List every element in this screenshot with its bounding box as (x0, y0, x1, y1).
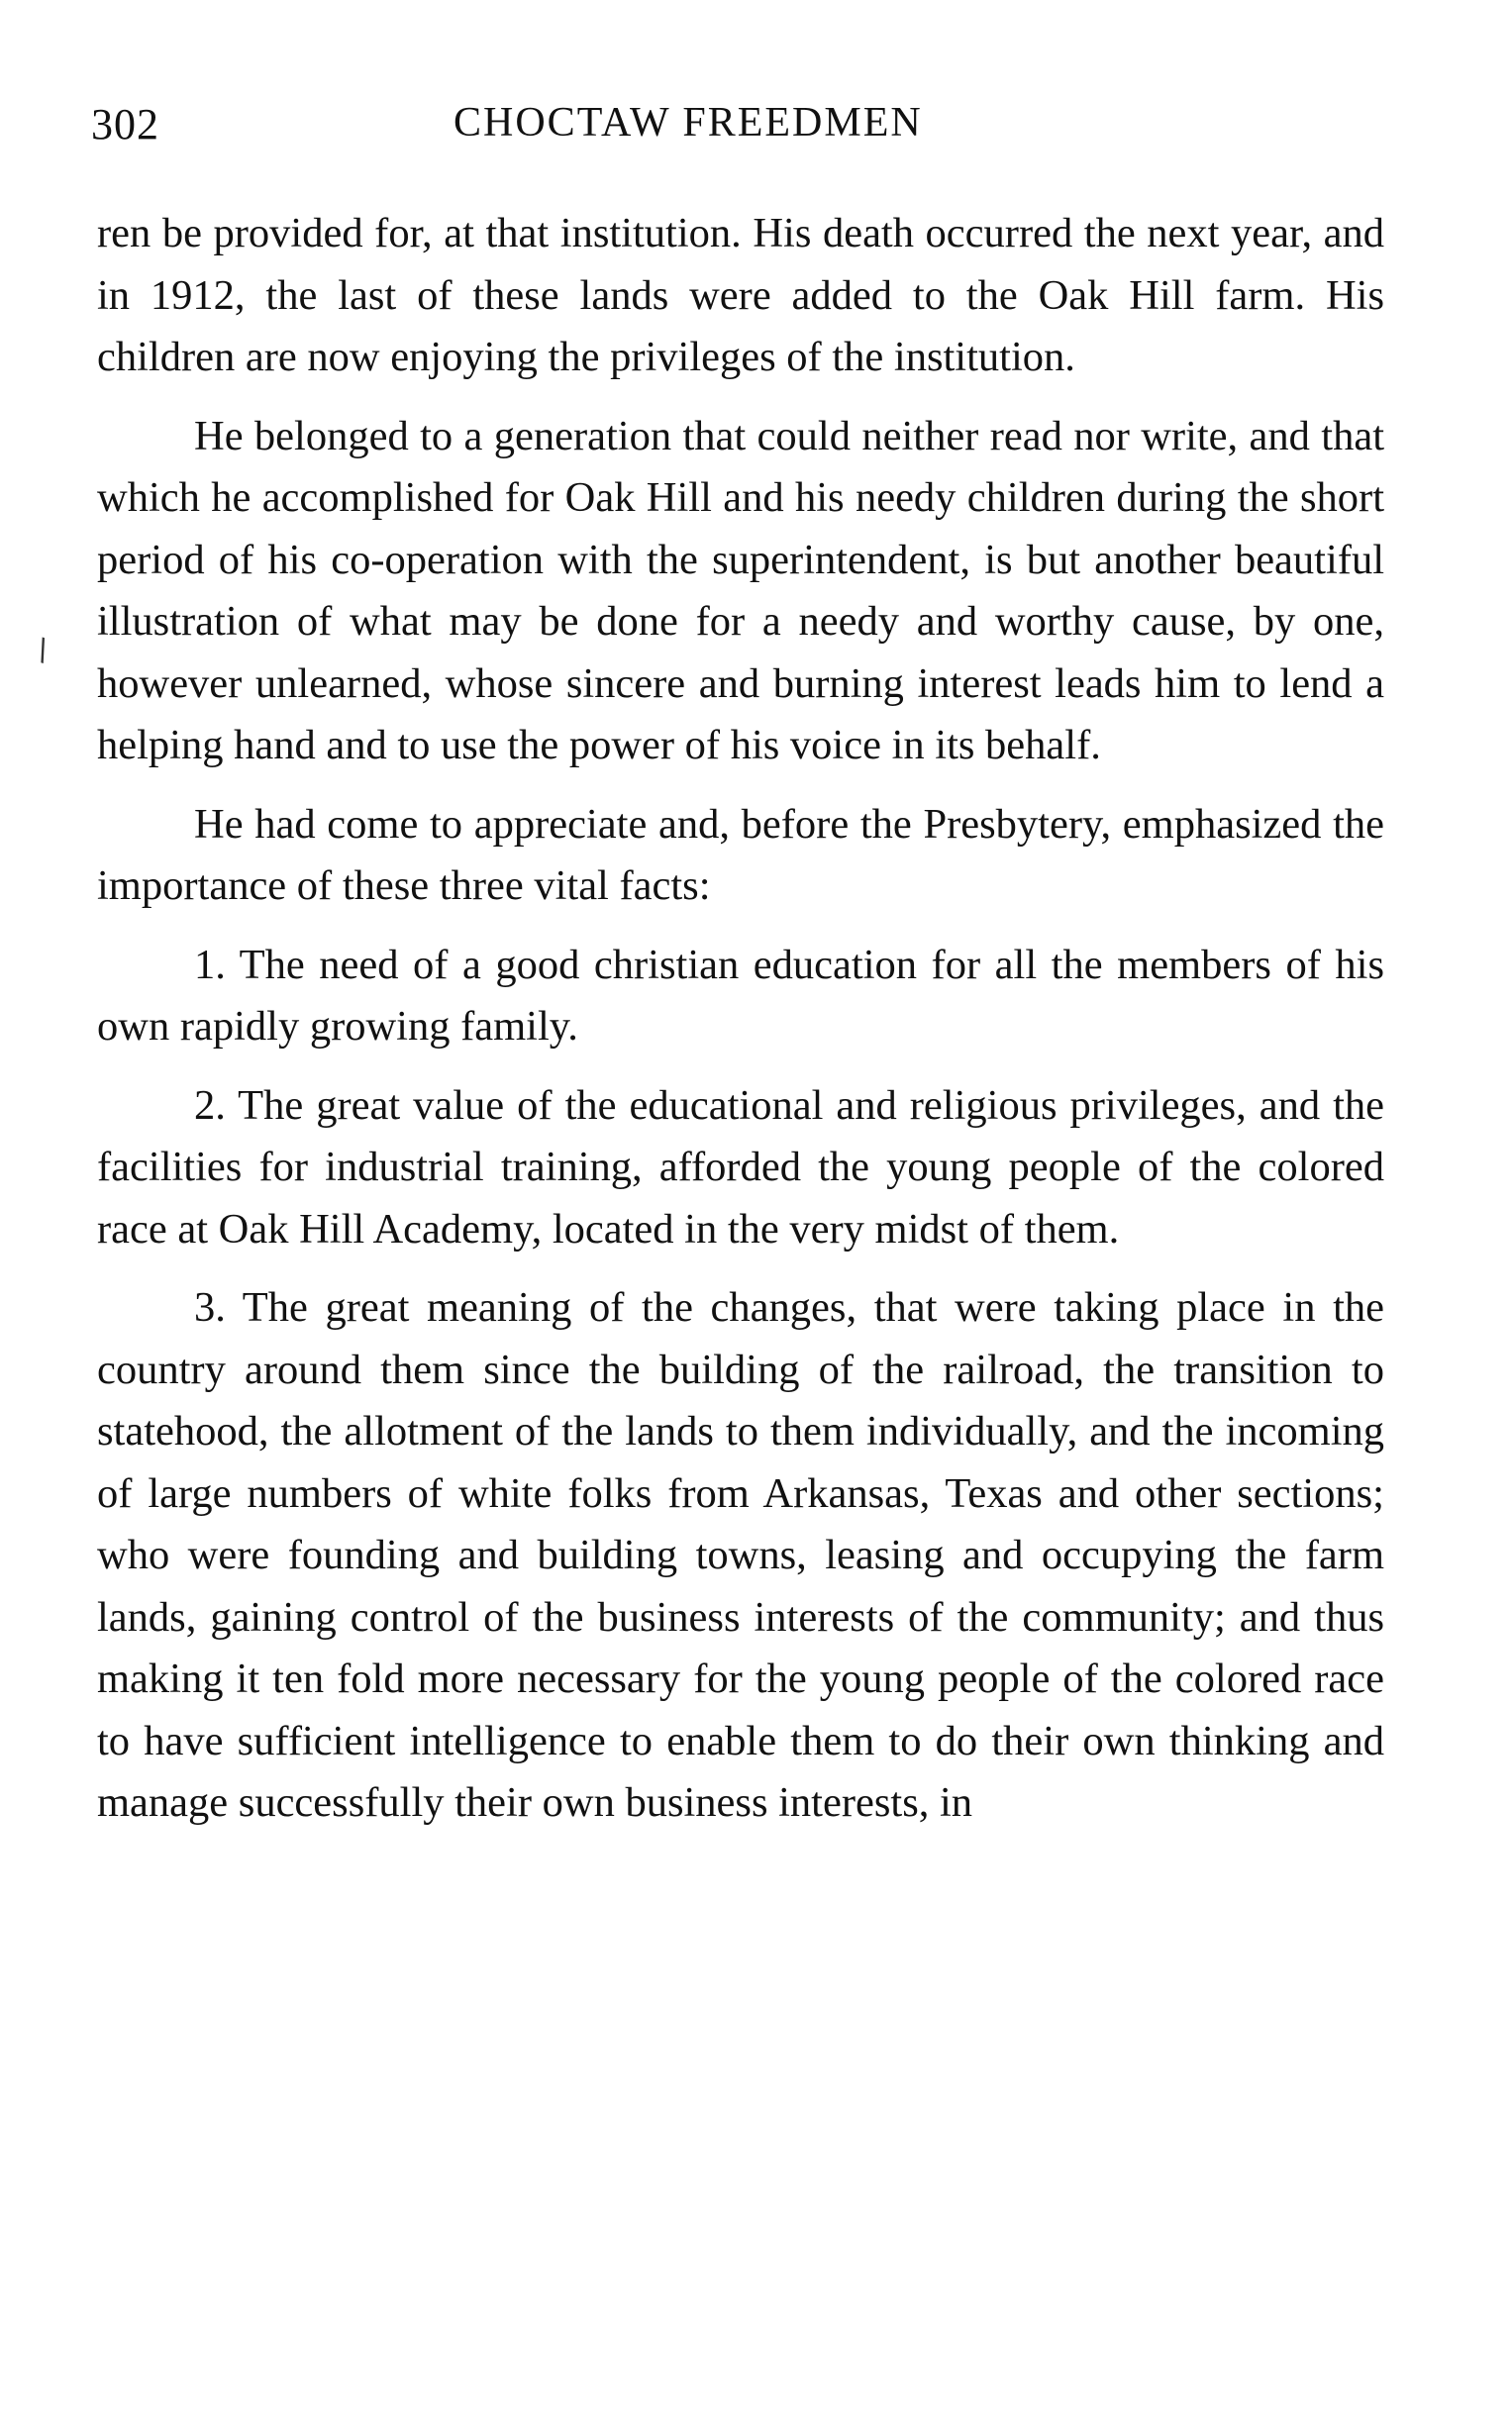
paragraph: He belonged to a generation that could neither read nor write, and that which he accomplished for Oak Hill and his needy children during the short period of his co-operation with the superintendent, is but another beautiful illustration of what may be done for a needy and worthy cause, by one, however unlearned, whose sincere and burning interest leads him to lend a helping hand and to use the power of his voice in its behalf. (97, 412, 1384, 768)
page-number: 302 (91, 100, 159, 149)
numbered-item: 3. The great meaning of the changes, that were taking place in the country around them since the building of the railroad, the transition to statehood, the allotment of the lands to them individually, and the incoming of large numbers of white folks from Arkansas, Texas and other sections; who were founding and building towns, leasing and occupying the farm lands, gaining control of the business interests of the community; and thus making it ten fold more necessary for the young people of the colored race to have sufficient intelligence to enable them to do their own thinking and manage successfully their own business interests, in (97, 1284, 1384, 1826)
body-text (97, 203, 1384, 1852)
running-head: CHOCTAW FREEDMEN (454, 100, 923, 146)
numbered-item: 2. The great value of the educational and religious privileges, and the facilities for industrial training, afforded the young people of the colored race at Oak Hill Academy, located in the very midst of them. (97, 1081, 1384, 1253)
margin-mark: ∖ (26, 632, 56, 670)
paragraph: He had come to appreciate and, before the Presbytery, emphasized the importance of these three vital facts: (97, 800, 1384, 909)
page-header (91, 99, 1398, 168)
paragraph-continuation: ren be provided for, at that institution. His death occurred the next year, and in 1912, the last of these lands were added to the Oak Hill farm. His children are now enjoying the privileges of the institution. (97, 210, 1384, 380)
numbered-item: 1. The need of a good christian education for all the members of his own rapidly growing family. (97, 941, 1384, 1050)
